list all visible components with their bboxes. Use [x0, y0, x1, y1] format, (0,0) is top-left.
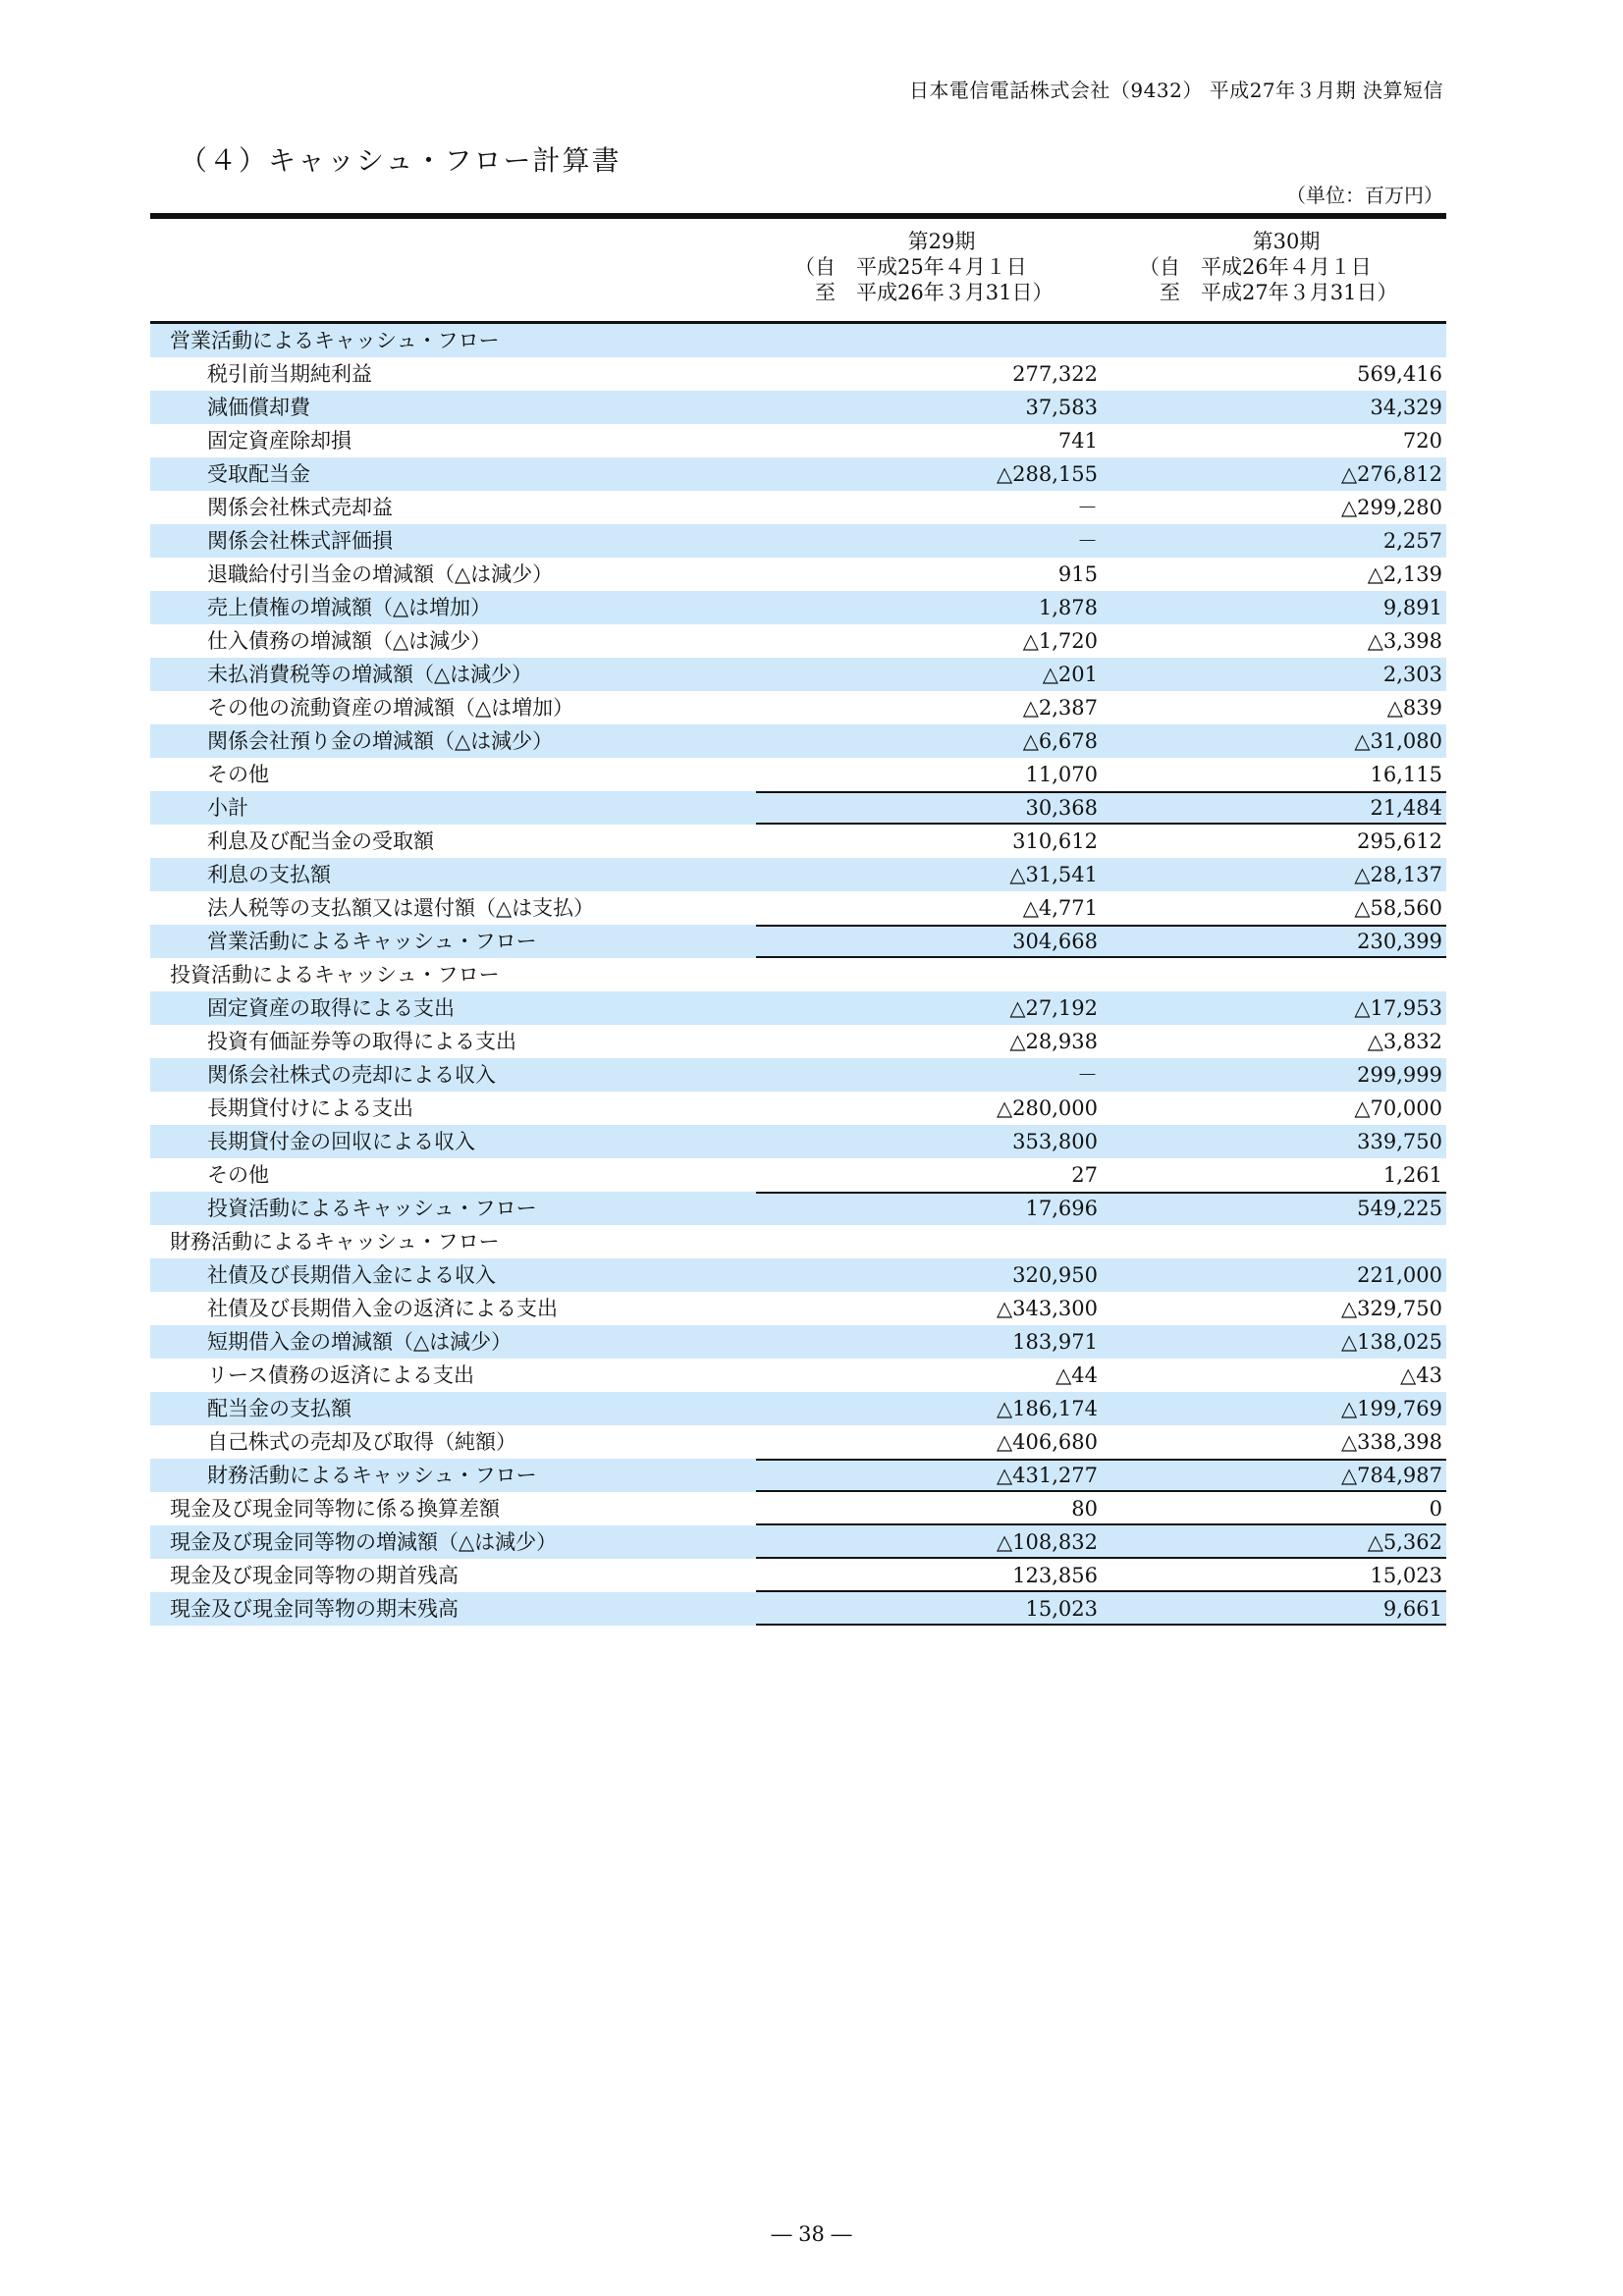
row-label: 減価償却費 — [207, 396, 310, 419]
table-row — [150, 758, 1446, 791]
table-row — [150, 1258, 1446, 1292]
row-label: 固定資産除却損 — [207, 429, 352, 453]
row-label: 長期貸付金の回収による収入 — [207, 1130, 475, 1153]
value-period-29: 17,696 — [1025, 1197, 1098, 1220]
period-name: 第29期 — [907, 230, 976, 253]
unit-label: （単位：百万円） — [1286, 184, 1443, 207]
value-period-29: △31,541 — [1009, 863, 1098, 886]
section-heading-operating — [150, 324, 1446, 357]
section-title: （４）キャッシュ・フロー計算書 — [180, 144, 622, 177]
row-label: 関係会社株式の売却による収入 — [207, 1063, 496, 1087]
value-period-30: △43 — [1400, 1363, 1442, 1387]
value-period-29: 353,800 — [1012, 1130, 1098, 1153]
table-row — [150, 991, 1446, 1025]
table-row — [150, 1158, 1446, 1192]
value-period-30: △70,000 — [1354, 1096, 1442, 1120]
table-row — [150, 1425, 1446, 1459]
period-from: （自 平成25年４月１日 — [794, 255, 1027, 279]
row-label: 未払消費税等の増減額（△は減少） — [207, 663, 533, 686]
value-period-30: 569,416 — [1357, 362, 1442, 386]
row-label: 仕入債務の増減額（△は減少） — [207, 629, 492, 653]
value-period-29: △1,720 — [1022, 629, 1098, 653]
table-row — [150, 1525, 1446, 1559]
value-period-30: 21,484 — [1370, 796, 1442, 820]
value-period-29: 741 — [1057, 429, 1098, 453]
table-row — [150, 457, 1446, 491]
value-period-30: △2,139 — [1367, 562, 1442, 586]
table-row — [150, 558, 1446, 591]
value-period-30: 16,115 — [1370, 763, 1442, 786]
row-label: リース債務の返済による支出 — [207, 1363, 474, 1387]
row-label: 固定資産の取得による支出 — [207, 996, 455, 1020]
value-period-30: 720 — [1402, 429, 1442, 453]
value-period-30: 221,000 — [1357, 1263, 1442, 1287]
value-period-30: △839 — [1386, 696, 1442, 720]
table-row — [150, 825, 1446, 858]
value-period-29: △201 — [1042, 663, 1098, 686]
row-label: 現金及び現金同等物の期首残高 — [170, 1564, 459, 1587]
table-row — [150, 1592, 1446, 1626]
period-to: 至 平成27年３月31日） — [1139, 281, 1398, 304]
value-period-30: 549,225 — [1357, 1197, 1442, 1220]
row-label: 関係会社株式評価損 — [207, 529, 393, 553]
section-heading-investing — [150, 958, 1446, 991]
value-period-30: 9,661 — [1382, 1597, 1442, 1621]
row-label: 利息及び配当金の受取額 — [207, 829, 434, 853]
row-label: 財務活動によるキャッシュ・フロー — [207, 1464, 537, 1487]
row-label: 投資活動によるキャッシュ・フロー — [207, 1197, 537, 1220]
row-label: 投資有価証券等の取得による支出 — [207, 1030, 516, 1053]
table-row — [150, 1292, 1446, 1325]
table-body — [150, 324, 1446, 1626]
row-label: 関係会社預り金の増減額（△は減少） — [207, 729, 554, 753]
value-period-29: △44 — [1055, 1363, 1098, 1387]
value-period-30: 295,612 — [1357, 829, 1442, 853]
table-row — [150, 524, 1446, 558]
table-row — [150, 424, 1446, 457]
value-period-30: △138,025 — [1341, 1330, 1442, 1354]
table-row — [150, 1125, 1446, 1158]
column-header — [150, 219, 1446, 324]
row-label: その他の流動資産の増減額（△は増加） — [207, 696, 574, 720]
value-period-30: 0 — [1429, 1497, 1442, 1521]
cash-flow-table — [150, 213, 1446, 1626]
row-label: 営業活動によるキャッシュ・フロー — [207, 930, 537, 953]
value-period-30: △338,398 — [1341, 1430, 1442, 1454]
row-label: 受取配当金 — [207, 462, 310, 486]
row-label: 短期借入金の増減額（△は減少） — [207, 1330, 513, 1354]
row-label: その他 — [207, 1163, 269, 1187]
table-row — [150, 891, 1446, 925]
row-label: 関係会社株式売却益 — [207, 496, 393, 519]
table-row — [150, 591, 1446, 624]
value-period-30: 9,891 — [1382, 596, 1442, 619]
section-heading-financing — [150, 1225, 1446, 1258]
table-row — [150, 1325, 1446, 1359]
value-period-29: △27,192 — [1009, 996, 1098, 1020]
row-label: 社債及び長期借入金の返済による支出 — [207, 1297, 558, 1320]
row-label: その他 — [207, 763, 269, 786]
period-name: 第30期 — [1252, 230, 1321, 253]
value-period-29: △288,155 — [997, 462, 1098, 486]
total-row-investing — [150, 1192, 1446, 1225]
row-label: 税引前当期純利益 — [207, 362, 372, 386]
table-row — [150, 391, 1446, 424]
row-label: 財務活動によるキャッシュ・フロー — [170, 1230, 500, 1254]
table-row — [150, 858, 1446, 891]
row-label: 自己株式の売却及び取得（純額） — [207, 1430, 516, 1454]
value-period-29: △406,680 — [997, 1430, 1098, 1454]
row-label: 現金及び現金同等物の増減額（△は減少） — [170, 1530, 558, 1554]
value-period-30: 2,257 — [1382, 529, 1442, 553]
table-row — [150, 1058, 1446, 1092]
value-period-29: △108,832 — [997, 1530, 1098, 1554]
table-row — [150, 1559, 1446, 1592]
table-row — [150, 1492, 1446, 1525]
value-period-30: △5,362 — [1367, 1530, 1442, 1554]
value-period-30: 299,999 — [1357, 1063, 1442, 1087]
value-period-29: － — [1077, 529, 1098, 553]
row-label: 配当金の支払額 — [207, 1397, 352, 1420]
value-period-29: － — [1077, 1063, 1098, 1087]
row-label: 売上債権の増減額（△は増加） — [207, 596, 492, 619]
value-period-30: △784,987 — [1341, 1464, 1442, 1487]
table-row — [150, 624, 1446, 658]
value-period-29: 30,368 — [1025, 796, 1098, 820]
value-period-30: △17,953 — [1354, 996, 1442, 1020]
row-label: 現金及び現金同等物の期末残高 — [170, 1597, 459, 1621]
row-label: 投資活動によるキャッシュ・フロー — [170, 963, 500, 987]
row-label: 小計 — [207, 796, 248, 820]
row-label: 現金及び現金同等物に係る換算差額 — [170, 1497, 500, 1521]
value-period-30: △58,560 — [1354, 896, 1442, 920]
value-period-30: 230,399 — [1357, 930, 1442, 953]
value-period-29: △4,771 — [1022, 896, 1098, 920]
value-period-30: 1,261 — [1382, 1163, 1442, 1187]
row-label: 社債及び長期借入金による収入 — [207, 1263, 496, 1287]
document-header: 日本電信電話株式会社（9432） 平成27年３月期 決算短信 — [908, 79, 1443, 102]
table-row — [150, 1092, 1446, 1125]
value-period-29: 277,322 — [1012, 362, 1098, 386]
value-period-29: 123,856 — [1012, 1564, 1098, 1587]
page-number: ― 38 ― — [771, 2222, 852, 2246]
value-period-29: 310,612 — [1012, 829, 1098, 853]
value-period-29: 80 — [1071, 1497, 1098, 1521]
table-row — [150, 1359, 1446, 1392]
value-period-30: 15,023 — [1370, 1564, 1442, 1587]
value-period-29: 304,668 — [1012, 930, 1098, 953]
row-label: 営業活動によるキャッシュ・フロー — [170, 329, 500, 352]
value-period-30: △28,137 — [1354, 863, 1442, 886]
value-period-30: △329,750 — [1341, 1297, 1442, 1320]
value-period-29: 27 — [1071, 1163, 1098, 1187]
value-period-30: △199,769 — [1341, 1397, 1442, 1420]
value-period-29: △280,000 — [997, 1096, 1098, 1120]
value-period-29: 183,971 — [1012, 1330, 1098, 1354]
value-period-29: 320,950 — [1012, 1263, 1098, 1287]
value-period-29: △28,938 — [1009, 1030, 1098, 1053]
value-period-29: 37,583 — [1025, 396, 1098, 419]
value-period-30: △3,832 — [1367, 1030, 1442, 1053]
value-period-30: 2,303 — [1382, 663, 1442, 686]
value-period-29: △6,678 — [1022, 729, 1098, 753]
row-label: 長期貸付けによる支出 — [207, 1096, 413, 1120]
table-row — [150, 691, 1446, 724]
value-period-30: 34,329 — [1370, 396, 1442, 419]
row-label: 法人税等の支払額又は還付額（△は支払） — [207, 896, 595, 920]
period-30-header — [1139, 229, 1434, 305]
value-period-30: 339,750 — [1357, 1130, 1442, 1153]
table-row — [150, 724, 1446, 758]
value-period-29: △431,277 — [997, 1464, 1098, 1487]
row-label: 退職給付引当金の増減額（△は減少） — [207, 562, 554, 586]
value-period-29: △186,174 — [997, 1397, 1098, 1420]
table-row — [150, 1392, 1446, 1425]
table-row — [150, 357, 1446, 391]
table-row — [150, 1025, 1446, 1058]
period-to: 至 平成26年３月31日） — [794, 281, 1054, 304]
value-period-29: 11,070 — [1025, 763, 1098, 786]
value-period-29: △343,300 — [997, 1297, 1098, 1320]
row-label: 利息の支払額 — [207, 863, 331, 886]
value-period-29: 15,023 — [1025, 1597, 1098, 1621]
total-row-financing — [150, 1459, 1446, 1492]
period-29-header — [794, 229, 1089, 305]
period-from: （自 平成26年４月１日 — [1139, 255, 1372, 279]
table-row — [150, 658, 1446, 691]
value-period-29: 915 — [1057, 562, 1098, 586]
value-period-29: △2,387 — [1022, 696, 1098, 720]
total-row-operating — [150, 925, 1446, 958]
value-period-29: － — [1077, 496, 1098, 519]
value-period-30: △3,398 — [1367, 629, 1442, 653]
value-period-29: 1,878 — [1038, 596, 1098, 619]
value-period-30: △31,080 — [1354, 729, 1442, 753]
table-row — [150, 491, 1446, 524]
value-period-30: △276,812 — [1341, 462, 1442, 486]
subtotal-row — [150, 791, 1446, 825]
value-period-30: △299,280 — [1341, 496, 1442, 519]
